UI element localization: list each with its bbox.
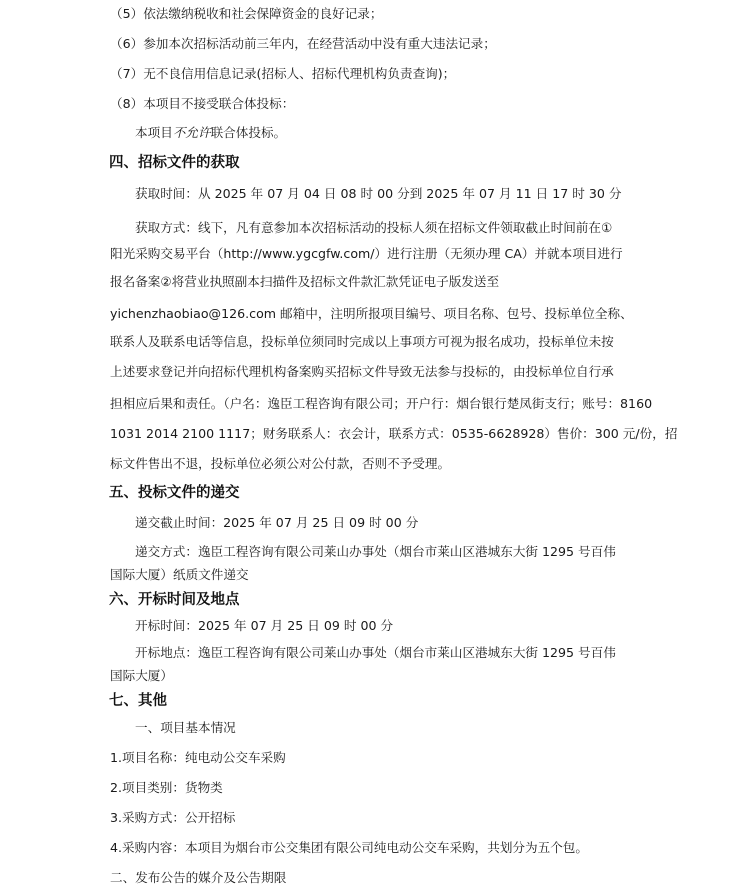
requirement-5: （5）依法缴纳税收和社会保障资金的良好记录； <box>110 6 383 21</box>
acquisition-method-line: 联系人及联系电话等信息，投标单位须同时完成以上事项方可视为报名成功，投标单位未按 <box>110 334 614 349</box>
project-name: 1.项目名称：纯电动公交车采购 <box>110 750 286 765</box>
acquisition-method-line: 报名备案②将营业执照副本扫描件及招标文件款汇款凭证电子版发送至 <box>110 274 500 289</box>
subsection-basic-info: 一、项目基本情况 <box>135 720 236 735</box>
subsection-media: 二、发布公告的媒介及公告期限 <box>110 870 287 885</box>
acquisition-method-line: 担相应后果和责任。（户名：逸臣工程咨询有限公司；开户行：烟台银行楚凤街支行；账号：8160 <box>110 396 653 411</box>
requirement-7: （7）无不良信用信息记录(招标人、招标代理机构负责查询)； <box>110 66 456 81</box>
opening-time: 开标时间：2025 年 07 月 25 日 09 时 00 分 <box>135 618 394 633</box>
acquisition-method-line: 阳光采购交易平台（http://www.ygcgfw.com/）进行注册（无须办理 CA）并就本项目进行 <box>110 246 623 261</box>
consortium-prefix: 本项目 <box>135 125 173 140</box>
project-category: 2.项目类别：货物类 <box>110 780 223 795</box>
section-5-heading: 五、投标文件的递交 <box>109 485 240 501</box>
section-6-heading: 六、开标时间及地点 <box>109 592 240 608</box>
consortium-italic: 不允许 <box>172 125 211 140</box>
submission-method-line: 递交方式：逸臣工程咨询有限公司莱山办事处（烟台市莱山区港城东大街 1295 号百伟 <box>135 544 616 559</box>
section-7-heading: 七、其他 <box>109 693 167 709</box>
procurement-method: 3.采购方式：公开招标 <box>110 810 236 825</box>
opening-place-line: 国际大厦） <box>110 668 173 683</box>
section-4-heading: 四、招标文件的获取 <box>109 155 240 171</box>
submission-method-line: 国际大厦）纸质文件递交 <box>110 567 249 582</box>
submission-deadline: 递交截止时间：2025 年 07 月 25 日 09 时 00 分 <box>135 515 419 530</box>
acquisition-method-line: 1031 2014 2100 1117；财务联系人：衣会计，联系方式：0535-6628928）售价：300 元/份，招 <box>110 426 678 441</box>
consortium-statement <box>135 125 286 141</box>
consortium-suffix: 联合体投标。 <box>210 125 287 140</box>
acquisition-method-line: yichenzhaobiao@126.com 邮箱中，注明所报项目编号、项目名称、包号、投标单位全称、 <box>110 306 633 321</box>
acquisition-method-line: 标文件售出不退，投标单位必须公对公付款，否则不予受理。 <box>110 456 451 471</box>
acquisition-method-line: 上述要求登记并向招标代理机构备案购买招标文件导致无法参与投标的，由投标单位自行承 <box>110 364 614 379</box>
acquisition-time: 获取时间：从 2025 年 07 月 04 日 08 时 00 分到 2025 年 07 月 11 日 17 时 30 分 <box>135 186 622 201</box>
opening-place-line: 开标地点：逸臣工程咨询有限公司莱山办事处（烟台市莱山区港城东大街 1295 号百伟 <box>135 645 616 660</box>
acquisition-method-line: 获取方式：线下，凡有意参加本次招标活动的投标人须在招标文件领取截止时间前在① <box>135 220 613 235</box>
requirement-6: （6）参加本次招标活动前三年内，在经营活动中没有重大违法记录； <box>110 36 496 51</box>
requirement-8: （8）本项目不接受联合体投标： <box>110 96 295 111</box>
procurement-content: 4.采购内容：本项目为烟台市公交集团有限公司纯电动公交车采购，共划分为五个包。 <box>110 840 588 855</box>
